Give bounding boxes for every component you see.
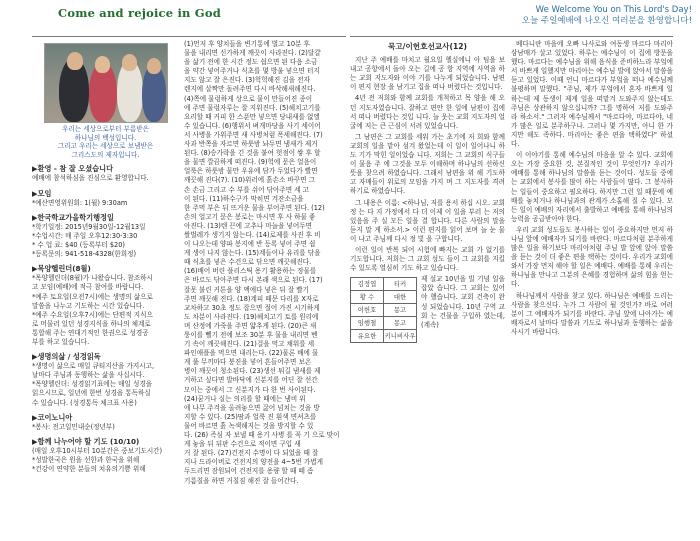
tip-line: (4)쪽에 물렁하게 상으로 물이 만들어진 종이 xyxy=(184,94,313,103)
mission-country-cell: 티커 xyxy=(384,278,417,291)
mission-country-cell: 몽고 xyxy=(384,304,417,317)
section-line: 날마다 주님과 동행하는 삶을 사십시다. xyxy=(32,371,145,380)
section-line: * 수 업 료: $40 (등록부터 $20) xyxy=(32,241,125,250)
table-row xyxy=(351,330,417,343)
tip-line: 깨끗해 진다(7). (10)위러에 흙손소 바꾸면 그 xyxy=(184,176,315,185)
tip-line: 에 주면 물렁자루는 잘 지워진다. (5)헤치고기를 xyxy=(184,103,321,112)
section-line: *성발한국은 원을 선한과 한국을 위해 xyxy=(32,456,140,464)
tip-line: 병이 깨끗이 청소된다. (23)생선 튀길 냄새를 제 xyxy=(184,367,321,376)
header-title: Come and rejoice in God xyxy=(58,6,221,20)
tip-line: 파인애플을 먹으면 내리는다. (22)물론 배에 물 xyxy=(184,349,319,358)
tip-line: 이 된다. (11)하수구가 막히면 겨잔소금을 xyxy=(184,194,304,203)
tip-line: 얼룩은 하룻밤 물만 우유에 담가 두었다가 빨면 xyxy=(184,167,318,176)
sermon-paragraph: 이 이야기를 통해 예수님의 마음을 알 수 있다. 교회에 오는 가장 중요한 것, 본질적인 것이 무엇인가? 우리가 예배를 통해 하나님의 말씀을 듣는 것이다. 성도들 중에는 교회에서 봉사를 많이 하는 사람들이 많다. 그 봉사하는 일들이 중요하고 필요하다. 하지만 그런 일 때문에 예배를 놓치거나 하나님과의 관계가 소홀해 질 수 있다. 모든 일이 예배의 자리에서 출발하고 예배를 통해 하나님의 능력을 공급받아야 한다. xyxy=(511,151,673,223)
tip-line: 며 산정에 가죽을 주면 얇추게 된다. (20)큰 새 xyxy=(184,321,317,330)
section-line: *봉사: 전고일민내순(정년부) xyxy=(32,422,115,431)
section-line: *예주 수요일(오후7시)에는 단편적 지식으 xyxy=(32,310,153,319)
tip-line: 지할 수 있다. (25)땀과 얼룩 진 흰색 면셔츠를 xyxy=(184,412,317,421)
table-row xyxy=(351,291,417,304)
section-heading: ▶함께 나누어야 할 기도 (10/10) xyxy=(32,436,140,446)
section-line: 로 머물러 있던 성경지식을 하나의 체계로 xyxy=(32,319,151,328)
column-household-tips xyxy=(184,40,344,486)
missionary-name-cell: 김정엽 xyxy=(351,278,384,291)
tip-line: (24)꿈거나 실는 의리를 할 때에는 냄비 위 xyxy=(184,394,306,403)
tip-line: 을 약간 넣어주거나 식초를 몇 방울 넣으면 터지 xyxy=(184,67,320,76)
tip-line: 아진다. (13)텐 끈에 고추나 마늘을 넣어두면 xyxy=(184,221,313,230)
tip-line: 사과 반쪽을 자르면 하룻밤 놔두면 냄새가 제거 xyxy=(184,140,318,149)
person-face xyxy=(95,56,110,73)
section-heading: ▶모임 xyxy=(32,188,52,198)
tip-line: 손의 얼고기 묻은 봉로는 마시면 후 사 하물 좋 xyxy=(184,212,316,221)
tip-line: 거하고 싶다면 발바닥에 신분지를 어딘 잘 선간 xyxy=(184,376,318,385)
missionary-name-cell: 임행철 xyxy=(351,317,384,330)
section-line: *등록문의: 941-518-4328(한희정) xyxy=(32,250,137,259)
letter-title: 묵고/이헌호선교사(12) xyxy=(388,42,467,51)
tip-line: 때 식초를 넣은 수건으로 닦으면 깨끗해진다. xyxy=(184,258,312,267)
section-line: 예배에 참석하심을 진심으로 환영합니다. xyxy=(32,174,149,183)
tip-line: 두드리면 잠원되어 건전지를 용량 할 때 떼 좀 xyxy=(184,467,314,476)
person-face xyxy=(67,52,83,70)
table-row xyxy=(351,278,417,291)
welcome-english: We Welcome You on This Lord's Day! xyxy=(535,5,692,15)
tip-line: 도 차분이 사라진다. (19)헤치고기 토를 원리에 xyxy=(184,312,319,321)
tip-line: 교차하고 30초 정도 잡으면 절어 가진 시기하게 xyxy=(184,303,320,312)
section-line: *목양헬린더(8월)가 나왔습니다. 참조하시 xyxy=(32,274,153,283)
mission-country-cell: 몽고 xyxy=(384,317,417,330)
section-line: *학기일정: 2015년9월30일-12월13일 xyxy=(32,222,146,231)
section-heading: ▶한국학교가을학기행정일 xyxy=(32,212,114,222)
pastor-family-photo xyxy=(44,43,168,123)
letter-continuation: 제 설교 10년을 빌 기념 일을 잡았 습니다. 그 교회는 있어야 했습니다. 교회 건축이 완성 되었습니다. 10년 구역 교회 는 건물을 구입하 였는데, (계속) xyxy=(421,275,505,329)
tip-line: 된다. (8)승가락을 긴 것을 붙여 헛점이 쌓 후 할 xyxy=(184,149,321,158)
tip-line: 을 삶기 전에 한 시간 정도 쉽으면 된 다음 소금 xyxy=(184,58,318,67)
announcement-sections xyxy=(32,164,179,474)
letter-body xyxy=(350,56,505,273)
tip-line: 거 잘 된다. (27)건전지 수명이 다 되었을 때 잘 xyxy=(184,449,319,458)
tip-line: 손 손금 그리고 수 부를 쉬어 닦아주면 세 고 xyxy=(184,185,310,194)
column-missionary-letter xyxy=(350,40,505,343)
tip-line: 한 주먹 부은 뒤 뜨거운 물을 부어주면 된다. (12) xyxy=(184,203,325,212)
section-line: 부를 하고 있습니다. xyxy=(32,337,90,346)
section-line: 고 모임(예배)에 적극 참여를 바랍니다. xyxy=(32,283,144,292)
section-line: 읽으시므로, 일년에 한번 성경을 통독하실 xyxy=(32,389,151,398)
tip-line: 을 물면 깔끔하게 떠진다. (9)헉에 묻은 얼음이 xyxy=(184,158,317,167)
section-line: *건강이 연약한 분들의 치유의기쁨 위해 xyxy=(32,465,146,474)
tip-line: 퉁이를 뺄기 전에 보조 30분 후 물을 내리면 벤 xyxy=(184,331,318,339)
tip-line: 지도 않고 잘 은진다. (3)헉헉해진 김을 전자 xyxy=(184,76,310,85)
tip-line: 기 속이 깨끗해진다. (21)걸을 먹고 채워를 세 xyxy=(184,340,315,349)
tip-line: 게 놓을 뒤 뒤판 수건으로 적이면 구입 새 xyxy=(184,440,301,449)
tip-line: 물을 내리면 신가하게 깨끗이 사라진다. (2)달걀 xyxy=(184,49,321,58)
tip-line: 이 나오는데 양파 봉지에 반 등록 넣어 주면 쉽 xyxy=(184,240,316,249)
section-heading: ▶환영 - 참 잘 오셨습니다 xyxy=(32,164,114,174)
photo-caption xyxy=(32,125,179,159)
tip-line: 쌀벌레가 생기지 않는다. (14)로제를 사진 후 비 xyxy=(184,230,321,239)
missionary-name-cell: 유요한 xyxy=(351,330,384,343)
person-face xyxy=(122,54,137,71)
tip-line: 에 나무 주걱을 올려놓으면 끓어 넘치는 것을 방 xyxy=(184,403,320,412)
tip-line: 렌지에 살짝만 돌려주면 다시 바삭해새해진다. xyxy=(184,85,316,94)
mission-country-cell: 대한 xyxy=(384,291,417,304)
sermon-paragraph: 하나님께서 사람을 찾고 있다. 하나님은 예배를 드리는 사람을 찾으신다. 누가 그 사람이 될 것인가? 바로 여러분이 그 예배자가 되기를 바란다. 주님 앞에 나아가는 예배자로서 날마다 말씀과 기도로 하나님과 동행하는 삶을 사시기 바랍니다. xyxy=(511,291,673,336)
tip-line: 수 있습니다. (6)행위서 벼개마당을 사기 세이어 xyxy=(184,121,321,130)
missionary-table xyxy=(350,277,417,343)
sermon-paragraph: 우리 교회 성도들도 봉사하는 일이 중요하지만 먼저 하나님 앞에 예배자가 되기를 바란다. 마르다처럼 분주하게 많은 일을 하기보다 마리아처럼 주님 발 앞에 앉아 말씀을 듣는 것이 더 좋은 편을 택하는 것이다. 우리가 교회에 와서 가장 먼저 해야 할 일은 예배다. 예배를 통해 우리는 하나님을 만나고 그분의 은혜를 경험하며 삶의 힘을 얻는다. xyxy=(511,225,673,289)
tip-line: 은 바르도 닦아주면 다시 본래 색으로 된다. (17) xyxy=(184,276,323,285)
table-row xyxy=(351,304,417,317)
section-line: (매일 오후10시부터 10분간은 중보기도시간) xyxy=(32,446,163,455)
header-welcome xyxy=(522,5,692,27)
section-line: 말씀을 나누고 기도하는 시간 있습니다. xyxy=(32,301,145,310)
missionary-name-cell: 이헌호 xyxy=(351,304,384,317)
header-rule-left xyxy=(32,36,346,37)
tip-line: 잘못 불린 커튼을 양 액에다 넣은 뒤 잘 빨기 xyxy=(184,285,310,294)
missionary-name-cell: 황 수 xyxy=(351,291,384,304)
section-line: *예산면영위원회: 1(월) 9:30am xyxy=(32,198,128,207)
tips-text xyxy=(184,40,344,486)
letter-paragraph: 4년 전 저희와 함께 교회를 개척하고 목 양을 해 오던 지도자였습니다. 잘하고 편안 한 일에 남편이 집에서 떠나 버렸다는 것입 니다. 늘 웃는 교회 지도자의 얼굴에 저는 큰 근심이 서려 있었습니다. xyxy=(350,94,505,130)
tip-line: 물어 바르면 흙 녹색해지는 것을 방지할 수 있 xyxy=(184,421,314,430)
tip-line: 서 사병을 가위주면 새 사병처럼 폭세해진다. (7) xyxy=(184,130,323,139)
header-rule-right xyxy=(350,36,673,37)
tip-line: 게 풀 무끼마다 붕진을 넣어 흔들어주면 보온 xyxy=(184,358,312,367)
letter-paragraph: 지난 주 예배를 마치고 월요일 헬실에니 아 팀을 보내고 공항에서 돌아 오는 길에 공 항 지역에 사역을 하는 교회 지도자와 이야 기를 나누게 되었습니다. 남편이 편지 현장 을 남기고 집을 떠나 버렸다는 것입니다. xyxy=(350,56,505,92)
column-sermon-text xyxy=(511,40,673,339)
welcome-korean: 오늘 주일예배에 나오신 여러분을 환영합니다! xyxy=(521,16,692,26)
caption-line: 그리고 우리는 세상으로 보냄받은 xyxy=(57,142,154,151)
section-line: 수 있습니다. (성경통독 체크표 사용) xyxy=(32,398,137,407)
section-line: *생명이 삶으로 매일 큐티지산을 가지시고, xyxy=(32,362,155,371)
sermon-body xyxy=(511,40,673,337)
section-line: *예주 토요일(오전7시)에는 생명의 삶으로 xyxy=(32,292,153,301)
caption-line: 그리스도의 제자입니다. xyxy=(71,150,140,159)
section-heading: ▶목양헬린더(8월) xyxy=(32,264,91,274)
section-heading: ▶코이노니아 xyxy=(32,412,73,422)
letter-paragraph: 그 남편은 그 교회를 세워 가는 초기에 저 희와 함께 교회의 일을 맡아 섬겨 왔었는데 이 일이 일어나니 하도 기가 막힌 일이었습 니다. 저희는 그 교회의 식구들이 물음 주 에 그것을 모두 이해하며 하나님의 선하신 뜻을 찾으려 하였습니다. 그래서 남편을 위 해 기도하고 자매들이 위로의 모임을 가지 며 그 지도자를 격려하기로 하였습니다. xyxy=(350,132,505,196)
section-line: 통합해 주는 연대기적인 한권으로 성경공 xyxy=(32,328,149,337)
tip-line: 다. (26) 즉심 자 보낼 때 용기 사병 를 꼭 기 으로 맞이 xyxy=(184,431,340,440)
tip-line: 모이는 중에서 그 신분지가 다 한 번 사이된다. xyxy=(184,385,316,394)
tip-line: 기름칠을 하면 거칠짐 해진 잘 들어간다. xyxy=(184,476,299,485)
section-heading: ▶생명의삶 / 성경읽독 xyxy=(32,352,101,362)
column-announcements xyxy=(32,40,179,474)
tip-line: 게 생이 나지 않는다. (15)계들이나 유리를 닦을 xyxy=(184,249,321,258)
sermon-paragraph: 베다니란 마을에 오빠 나사로와 여동생 마르다 마리아 삼남매가 살고 있었다. 하루는 예수님이 이 집에 방문을 했다. 마르다는 예수님을 위해 음식을 준비하느라 부엌에서 바쁘게 일했지만 마리아는 예수님 발에 앉아서 말씀을 듣고 있었다. 이때 언니 마르다가 부엌을 떠나 예수님께 불평하며 말했다. "주님, 제가 부엌에서 혼자 바쁘게 일하는데 제 동생이 제게 일을 떠맡겨 도와주지 않는데도 주님은 상관하지 않으십니까? 그를 명하여 저를 도와주라 하소서." 그러자 예수님께서 "마르다야, 마르다야, 네가 많은 일로 분주하구나. 그러나 몇 가지만, 아니 한 가지만 해도 족하다. 마리아는 좋은 편을 택하였다" 하셨다. xyxy=(511,40,673,149)
mission-country-cell: 키니비사우 xyxy=(384,330,417,343)
section-line: *수업시간: 매 주일 오후12:30-3:30 xyxy=(32,231,138,240)
table-row xyxy=(351,317,417,330)
caption-line: 우리는 세상으로부터 부름받은 xyxy=(62,125,149,133)
tip-line: (1)먼저 후 양치들을 변기통에 벌고 10분 후 xyxy=(184,40,310,48)
person-face xyxy=(147,58,161,74)
caption-line: 하나님의 백성입니다. xyxy=(74,133,137,142)
section-line: *목양헬린더: 성경읽기표에는 매일 성경을 xyxy=(32,380,153,389)
tip-line: (16)배어 버린 플리스틱 용기 활용하는 장물를 xyxy=(184,267,317,276)
tip-line: 지나 드라이버로 건전지의 양전을 4~5번 가볍게 xyxy=(184,458,324,467)
tip-line: 요리할 때 커피 한 스푼만 넣으면 당내새를 없앨 xyxy=(184,112,320,121)
letter-paragraph: 이런 일이 반복 되어 시험에 빠지는 교회 가 없기를 기도합니다. 저희는 그 교회 성도 들이 그 교회를 지킬 수 있도록 열심히 기도 하고 있습니다. xyxy=(350,245,505,273)
tip-line: 주면 깨끗해 진다. (18)계피 때문 다리를 X자로 xyxy=(184,294,319,303)
missionary-table-block xyxy=(350,275,505,343)
letter-paragraph: 그 내용은 이름: <하나님, 저를 용서 하십 시오. 교회 정 는 다 지 가정에서 다 더 이제 이 일을 부러 는 저의 있음을 주 실 모든 일을 결 합니다. 다른 사람의 말을 듣지 말 게 하소서.> 이런 편지를 읽어 보며 늘 눈 물이 나고 주님께 다시 정 빛 을 구합니다. xyxy=(350,198,505,243)
